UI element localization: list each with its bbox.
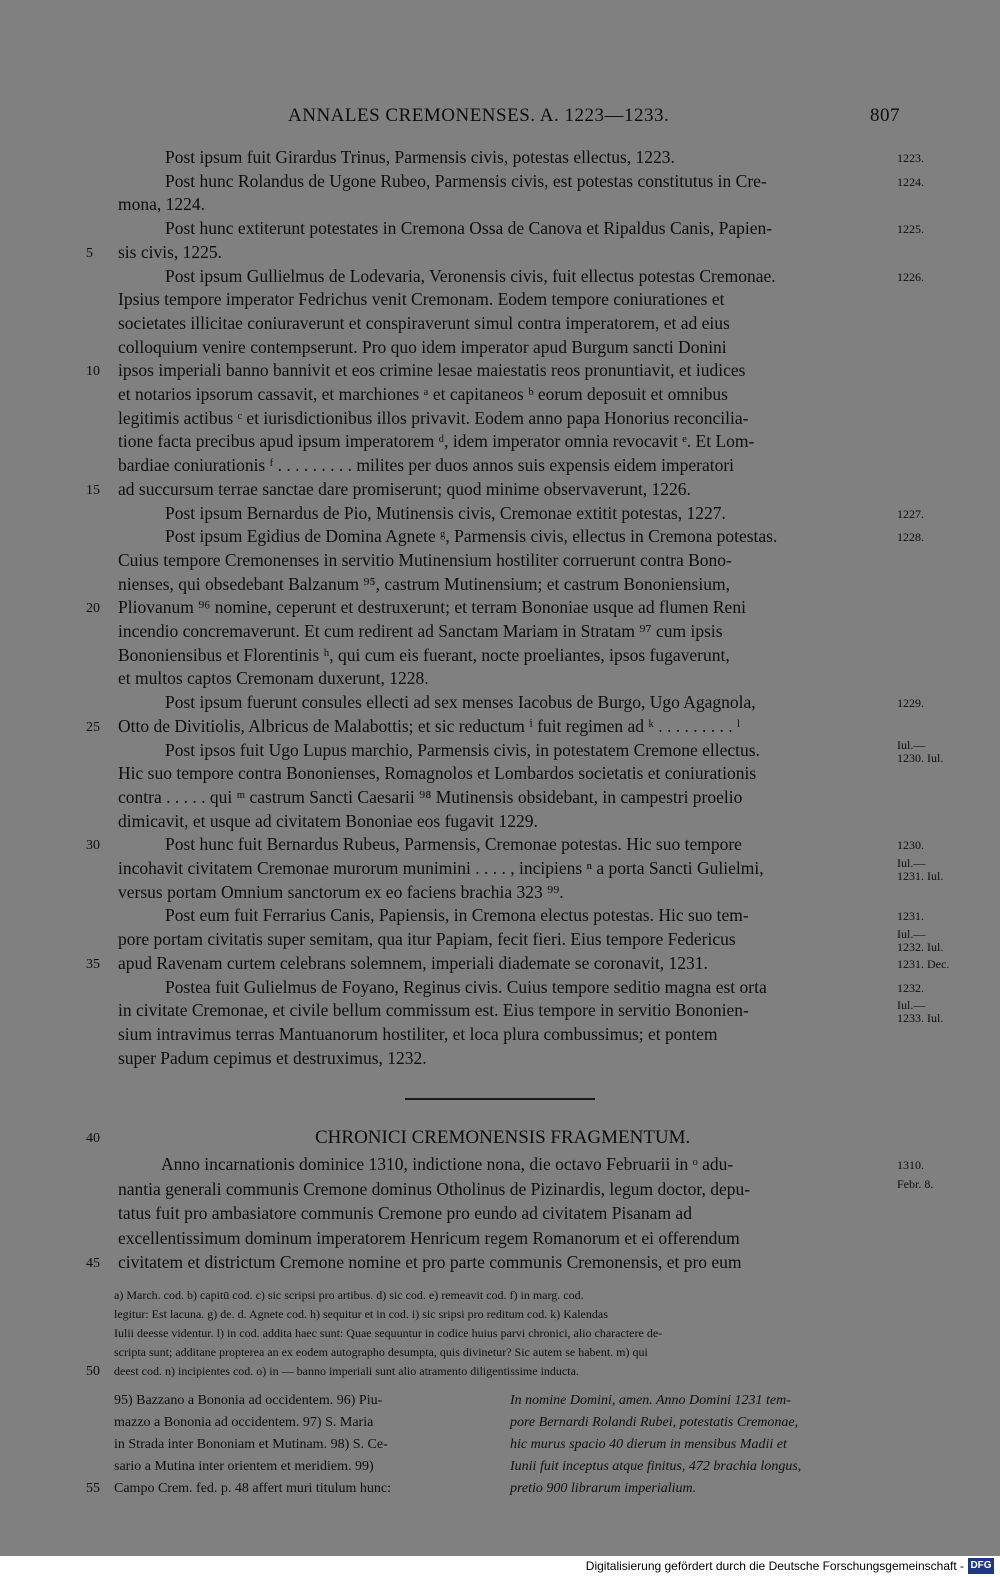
note-line: hic murus spacio 40 dierum in mensibus Madii et: [510, 1437, 787, 1452]
section-divider: [405, 1098, 595, 1100]
text-line: Cuius tempore Cremonenses in servitio Mutinensium hostiliter corruerunt contra Bono-: [118, 549, 732, 570]
text-line: nienses, qui obsedebant Balzanum ⁹⁵, castrum Mutinensium; et castrum Bononiensium,: [118, 573, 730, 594]
running-title: ANNALES CREMONENSES. A. 1223—1233.: [288, 105, 670, 126]
text-line: Hic suo tempore contra Bononienses, Romagnolos et Lombardos societatis et coniurationis: [118, 763, 757, 784]
margin-year: [897, 739, 943, 765]
line-number: 20: [86, 601, 100, 617]
line-number: 50: [86, 1364, 100, 1379]
text-line: civitatem et districtum Cremone nomine et pro parte communis Cremonensis, et pro eum: [118, 1252, 742, 1272]
margin-year-part: 1231.: [897, 909, 924, 924]
text-line: Bononiensibus et Florentinis ʰ, qui cum eis fuerant, nocte proeliantes, ipsos fugaverunt,: [118, 644, 730, 665]
text-line: Otto de Divitiolis, Albricus de Malabottis; et sic reductum ⁱ fuit regimen ad ᵏ . . . . . . . . . ˡ: [118, 715, 740, 736]
margin-year-part: 1226.: [897, 269, 924, 284]
text-line: Ipsius tempore imperator Fedrichus venit Cremonam. Eodem tempore coniurationes et: [118, 289, 725, 310]
margin-year-part: 1230. Iul.: [897, 750, 944, 765]
margin-year-part: 1225.: [897, 222, 924, 237]
margin-year-part: 1233. Iul.: [897, 1011, 944, 1026]
text-line: super Padum cepimus et destruximus, 1232.: [118, 1047, 427, 1068]
margin-year-part: Iul.—: [897, 927, 926, 942]
text-line: apud Ravenam curtem celebrans solemnem, imperiali diademate se coronavit, 1231.: [118, 952, 708, 973]
margin-year: [897, 857, 943, 883]
margin-year: [897, 1178, 933, 1191]
text-line: sis civis, 1225.: [118, 241, 223, 262]
text-line: legitimis actibus ᶜ et iurisdictionibus illos privavit. Eodem anno papa Honorius reconcilia-: [118, 407, 749, 428]
text-line: Post ipsum Egidius de Domina Agnete ᵍ, Parmensis civis, ellectus in Cremona potestas.: [165, 526, 778, 547]
page-number: 807: [870, 105, 900, 126]
margin-year: [897, 152, 924, 165]
text-line: incendio concremaverunt. Et cum redirent ad Sanctam Mariam in Stratam ⁹⁷ cum ipsis: [118, 621, 723, 641]
margin-year-part: 1310.: [897, 1158, 924, 1172]
line-number: 15: [86, 482, 100, 498]
footnote-line: a) March. cod. b) capitū cod. c) sic scripsi pro artibus. d) sic cod. e) remeavit cod. f) in marg. cod.: [114, 1288, 584, 1302]
line-number: 10: [86, 364, 100, 380]
text-line: excellentissimum dominum imperatorem Henricum regem Romanorum et ei offerendum: [118, 1227, 740, 1248]
text-line: Post hunc fuit Bernardus Rubeus, Parmensis, Cremonae potestas. Hic suo tempore: [165, 834, 742, 855]
footnote-line: Iulii deesse videntur. l) in cod. addita haec sunt: Quae sequuntur in codice huius parvi chronici, alio charactere de-: [114, 1326, 663, 1340]
note-line: mazzo a Bononia ad occidentem. 97) S. Maria: [114, 1415, 374, 1430]
text-line: nantia generali communis Cremone dominus Otholinus de Pizinardis, legum doctor, depu-: [118, 1178, 751, 1199]
line-number: 35: [86, 956, 100, 972]
note-line: Iunii fuit inceptus atque finitus, 472 brachia longus,: [510, 1459, 802, 1474]
margin-year: [897, 999, 943, 1025]
text-line: tatus fuit pro ambasiatore communis Cremone pro eundo ad civitatem Pisanam ad: [118, 1203, 692, 1223]
text-line: contra . . . . . qui ᵐ castrum Sancti Caesarii ⁹⁸ Mutinensis obsidebant, in campestri proelio: [118, 786, 743, 807]
margin-year: [897, 928, 943, 954]
text-line: et notarios ipsorum cassavit, et marchiones ᵃ et capitaneos ᵇ eorum deposuit et omnibus: [118, 384, 728, 404]
margin-year: [897, 223, 924, 236]
section-title: CHRONICI CREMONENSIS FRAGMENTUM.: [315, 1127, 691, 1148]
margin-year-part: Iul.—: [897, 737, 926, 752]
margin-year: [897, 697, 924, 710]
text-line: sium intravimus terras Mantuanorum hostiliter, et loca plura combussimus; et pontem: [118, 1023, 718, 1044]
text-line: Anno incarnationis dominice 1310, indictione nona, die octavo Februarii in ᵒ adu-: [161, 1154, 734, 1174]
margin-year-part: 1228.: [897, 530, 924, 545]
text-line: Post hunc Rolandus de Ugone Rubeo, Parmensis civis, est potestas constitutus in Cre-: [165, 170, 767, 191]
footnote-line: legitur: Est lacuna. g) de. d. Agnete cod. h) sequitur et in cod. i) sic sripsi pro reditum cod. k) Kalendas: [114, 1307, 608, 1321]
footer-credit: Digitalisierung gefördert durch die Deutsche Forschungsgemeinschaft -: [585, 1559, 964, 1573]
text-line: in civitate Cremonae, et civile bellum commissum est. Eius tempore in servitio Bononien-: [118, 1000, 749, 1021]
note-line: In nomine Domini, amen. Anno Domini 1231 tem-: [510, 1393, 791, 1408]
text-line: Post ipsum fuit Girardus Trinus, Parmensis civis, potestas ellectus, 1223.: [165, 147, 675, 167]
note-line: pretio 900 librarum imperialium.: [510, 1481, 697, 1496]
margin-year: [897, 910, 924, 923]
margin-year-part: 1231. Iul.: [897, 869, 944, 883]
text-line: ipsos imperiali banno bannivit et eos crimine lesae maiestatis reos pronuntiavit, et iudices: [118, 360, 746, 381]
margin-year-part: 1232. Iul.: [897, 940, 944, 955]
text-line: dimicavit, et usque ad civitatem Bononiae eos fugavit 1229.: [118, 810, 538, 831]
margin-year-part: 1227.: [897, 506, 924, 521]
line-number: 45: [86, 1256, 100, 1271]
note-line: Campo Crem. fed. p. 48 affert muri titulum hunc:: [114, 1481, 391, 1496]
line-number: 5: [86, 245, 93, 261]
text-line: Post ipsum Gullielmus de Lodevaria, Veronensis civis, fuit ellectus potestas Cremonae.: [165, 265, 776, 286]
note-line: sario a Mutina inter orientem et meridiem. 99): [114, 1459, 374, 1474]
text-line: Pliovanum ⁹⁶ nomine, ceperunt et destruxerunt; et terram Bononiae usque ad flumen Reni: [118, 597, 746, 618]
line-number: 25: [86, 719, 100, 735]
margin-year-part: 1229.: [897, 696, 924, 711]
note-line: pore Bernardi Rolandi Rubei, potestatis Cremonae,: [510, 1415, 799, 1430]
text-line: Post hunc extiterunt potestates in Cremona Ossa de Canova et Ripaldus Canis, Papien-: [165, 218, 773, 239]
margin-year: [897, 176, 924, 189]
text-line: Post ipsum fuerunt consules ellecti ad sex menses Iacobus de Burgo, Ugo Agagnola,: [165, 692, 756, 713]
margin-year: [897, 839, 924, 852]
note-line: 95) Bazzano a Bononia ad occidentem. 96) Piu-: [114, 1393, 383, 1408]
margin-year-part: 1230.: [897, 838, 924, 853]
text-line: Post ipsum Bernardus de Pio, Mutinensis civis, Cremonae extitit potestas, 1227.: [165, 502, 726, 523]
text-line: Post eum fuit Ferrarius Canis, Papiensis, in Cremona electus potestas. Hic suo tem-: [165, 905, 749, 926]
text-line: pore portam civitatis super semitam, qua itur Papiam, fecit fieri. Eius tempore Federicus: [118, 929, 736, 950]
footer-bar: [0, 1556, 1000, 1577]
text-line: tione facta precibus apud ipsum imperatorem ᵈ, idem imperator omnia revocavit ᵉ. Et Lom-: [118, 431, 755, 452]
text-line: colloquium venire contempserunt. Pro quo idem imperator apud Burgum sancti Donini: [118, 336, 727, 357]
margin-year: [897, 508, 924, 521]
footnote-line: scripta sunt; additane propterea an ex eodem autographo desumpta, quis divinetur? Sic autem se habent. m) qui: [114, 1345, 648, 1359]
margin-year-part: 1232.: [897, 980, 924, 995]
text-line: versus portam Omnium sanctorum ex eo faciens brachia 323 ⁹⁹.: [118, 881, 564, 902]
note-line: in Strada inter Bononiam et Mutinam. 98) S. Ce-: [114, 1437, 388, 1452]
margin-year-part: 1224.: [897, 174, 924, 189]
margin-year-part: 1223.: [897, 151, 924, 165]
text-line: incohavit civitatem Cremonae murorum muniminі . . . . , incipiens ⁿ a porta Sancti Gulielmi,: [118, 858, 764, 878]
margin-year-part: Febr. 8.: [897, 1176, 934, 1191]
text-line: Post ipsos fuit Ugo Lupus marchio, Parmensis civis, in potestatem Cremone ellectus.: [165, 739, 760, 760]
text-line: societates illicitae coniuraverunt et conspiraverunt simul contra imperatorem, et ad eius: [118, 312, 730, 333]
margin-year-part: Iul.—: [897, 998, 926, 1013]
margin-year: [897, 958, 949, 971]
margin-year: [897, 982, 924, 995]
text-line: mona, 1224.: [118, 194, 206, 215]
text-line: et multos captos Cremonam duxerunt, 1228.: [118, 668, 429, 689]
margin-year: [897, 531, 924, 544]
margin-year: [897, 271, 924, 284]
line-number: 55: [86, 1481, 100, 1496]
margin-year-part: 1231. Dec.: [897, 956, 950, 971]
text-line: ad succursum terrae sanctae dare promiserunt; quod minime observaverunt, 1226.: [118, 478, 691, 499]
margin-year-part: Iul.—: [897, 856, 926, 870]
dfg-logo: DFG: [968, 1558, 994, 1574]
margin-year: [897, 1159, 924, 1172]
footnote-line: deest cod. n) incipientes cod. o) in — banno imperiali sunt alio atramento diligentissime inducta.: [114, 1364, 579, 1378]
text-line: Postea fuit Gulielmus de Foyano, Reginus civis. Cuius tempore seditio magna est orta: [165, 976, 767, 997]
line-number: 30: [86, 838, 100, 854]
line-number: 40: [86, 1131, 100, 1146]
text-line: bardiae coniurationis ᶠ . . . . . . . . . milites per duos annos suis expensis eidem imperatori: [118, 455, 735, 476]
